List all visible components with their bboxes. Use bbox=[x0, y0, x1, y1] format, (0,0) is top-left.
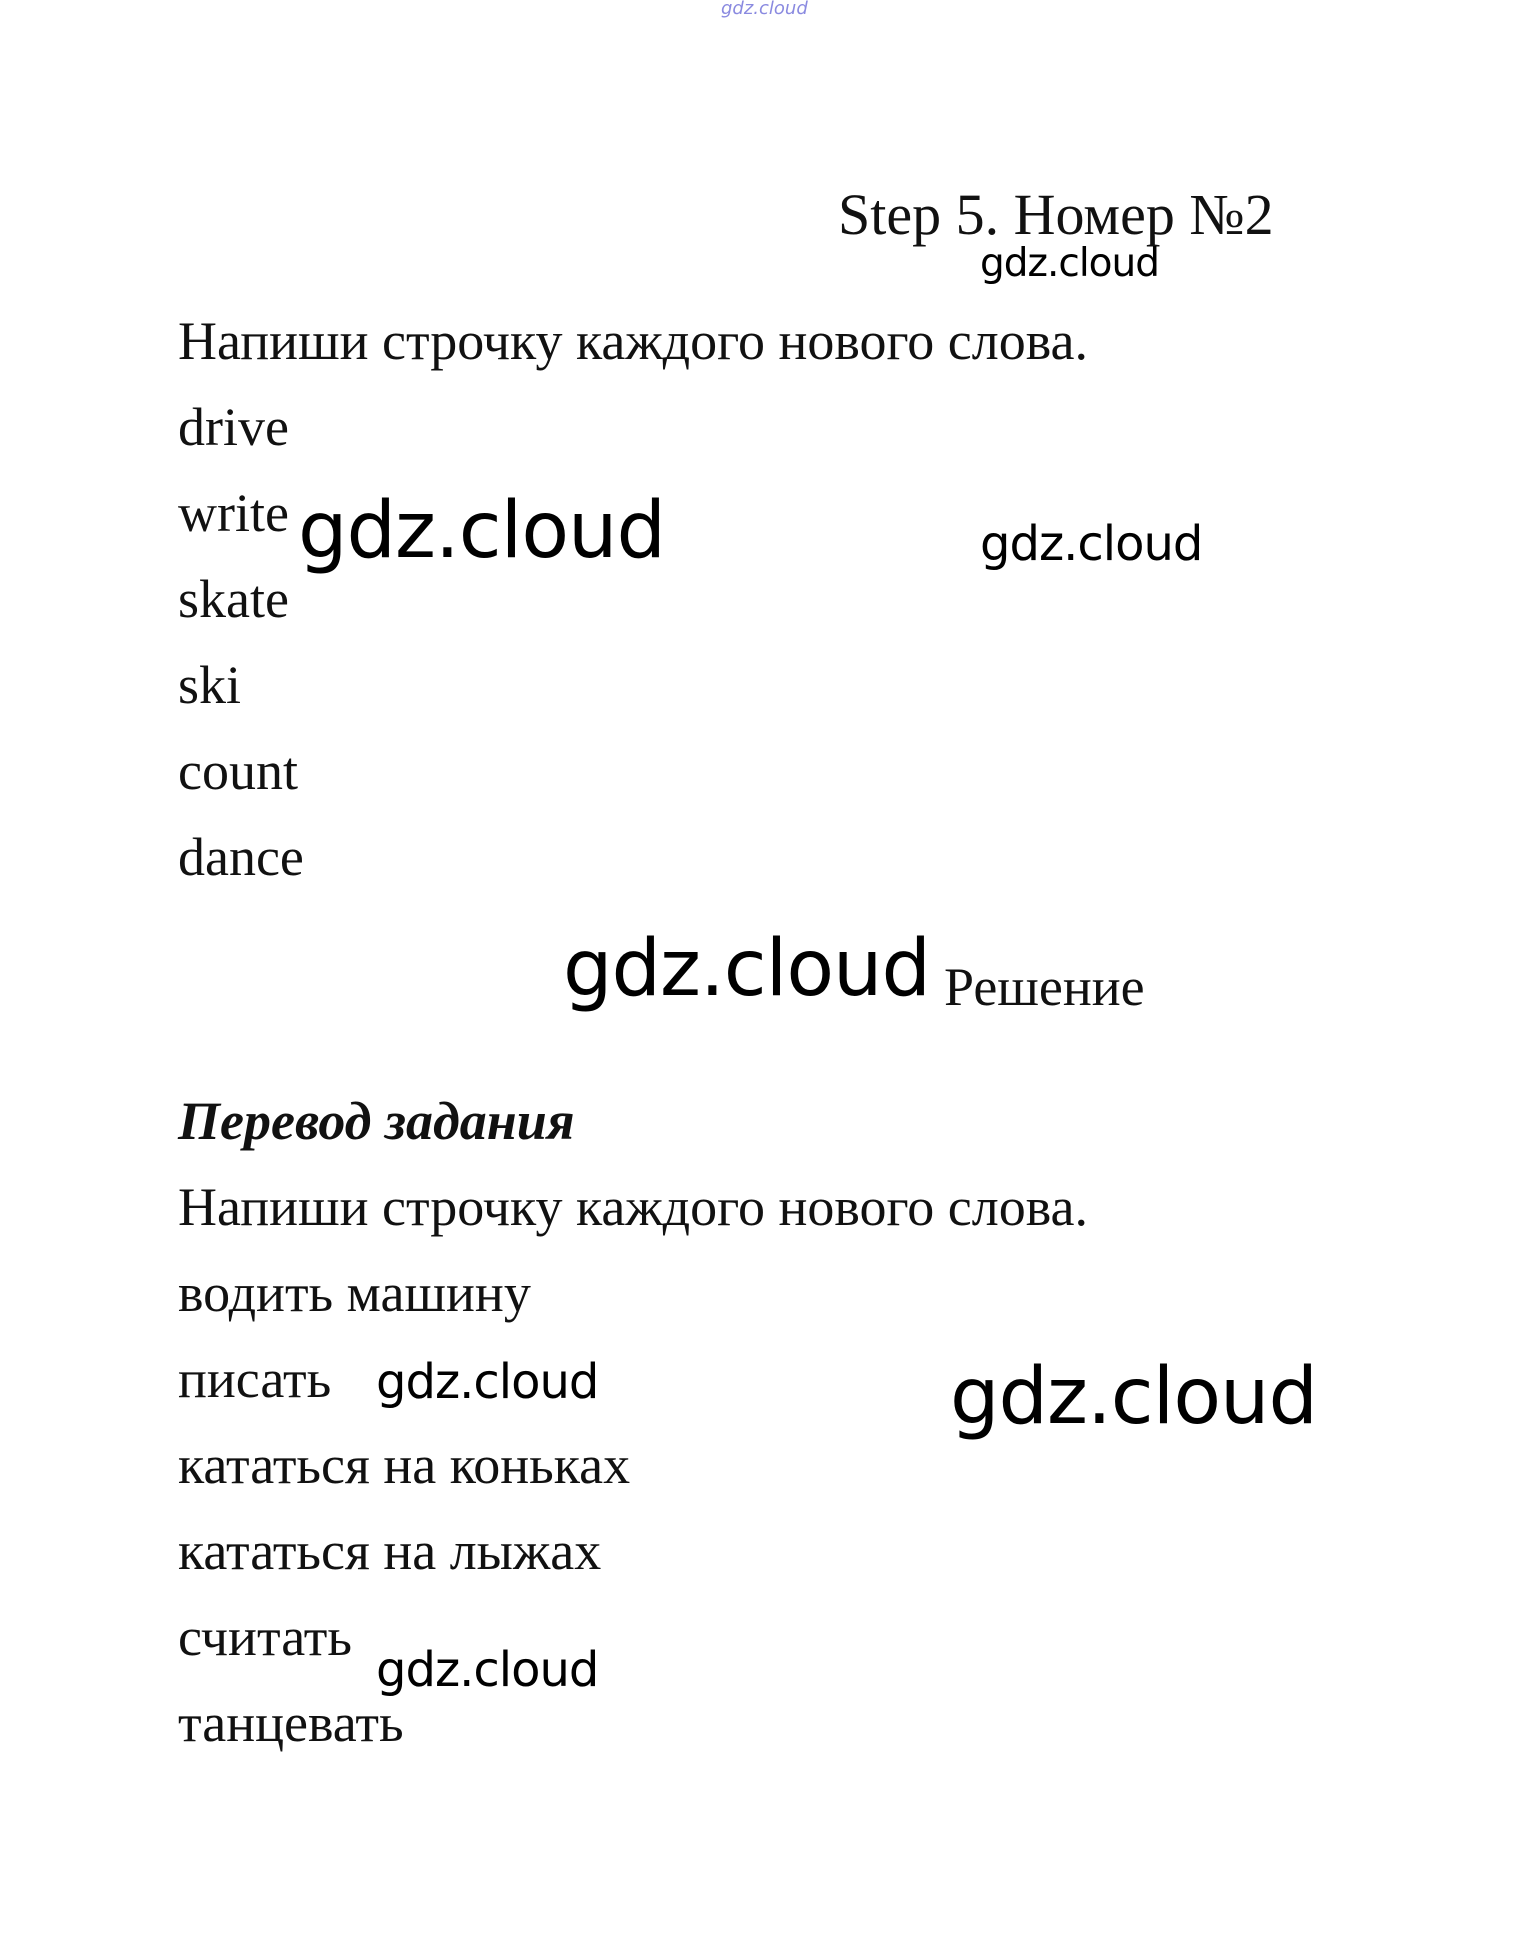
watermark-right-of-words: gdz.cloud bbox=[980, 516, 1203, 572]
word-drive: drive bbox=[178, 397, 289, 457]
watermark-right-of-translation: gdz.cloud bbox=[950, 1352, 1317, 1442]
word-dance: dance bbox=[178, 827, 304, 887]
word-write: write bbox=[178, 483, 289, 543]
word-ski: ski bbox=[178, 655, 242, 715]
translation-word-dance: танцевать bbox=[178, 1693, 404, 1753]
word-count: count bbox=[178, 741, 298, 801]
translation-word-ski: кататься на лыжах bbox=[178, 1521, 602, 1581]
watermark-before-solution: gdz.cloud bbox=[563, 924, 930, 1014]
watermark-after-pisat: gdz.cloud bbox=[376, 1354, 599, 1410]
word-skate: skate bbox=[178, 569, 289, 629]
watermark-after-schitat: gdz.cloud bbox=[376, 1642, 599, 1698]
translation-word-drive: водить машину bbox=[178, 1263, 531, 1323]
translation-word-write: писать bbox=[178, 1349, 332, 1409]
page-title: Step 5. Номер №2 bbox=[838, 182, 1274, 247]
watermark-after-write: gdz.cloud bbox=[298, 486, 665, 576]
translation-word-skate: кататься на коньках bbox=[178, 1435, 631, 1495]
solution-label: Решение bbox=[944, 957, 1145, 1017]
translation-word-count: считать bbox=[178, 1607, 352, 1667]
translation-instruction: Напиши строчку каждого нового слова. bbox=[178, 1177, 1088, 1237]
translation-heading: Перевод задания bbox=[178, 1091, 575, 1151]
task-instruction: Напиши строчку каждого нового слова. bbox=[178, 311, 1088, 371]
watermark-top: gdz.cloud bbox=[721, 0, 808, 19]
watermark-under-title: gdz.cloud bbox=[980, 241, 1159, 286]
